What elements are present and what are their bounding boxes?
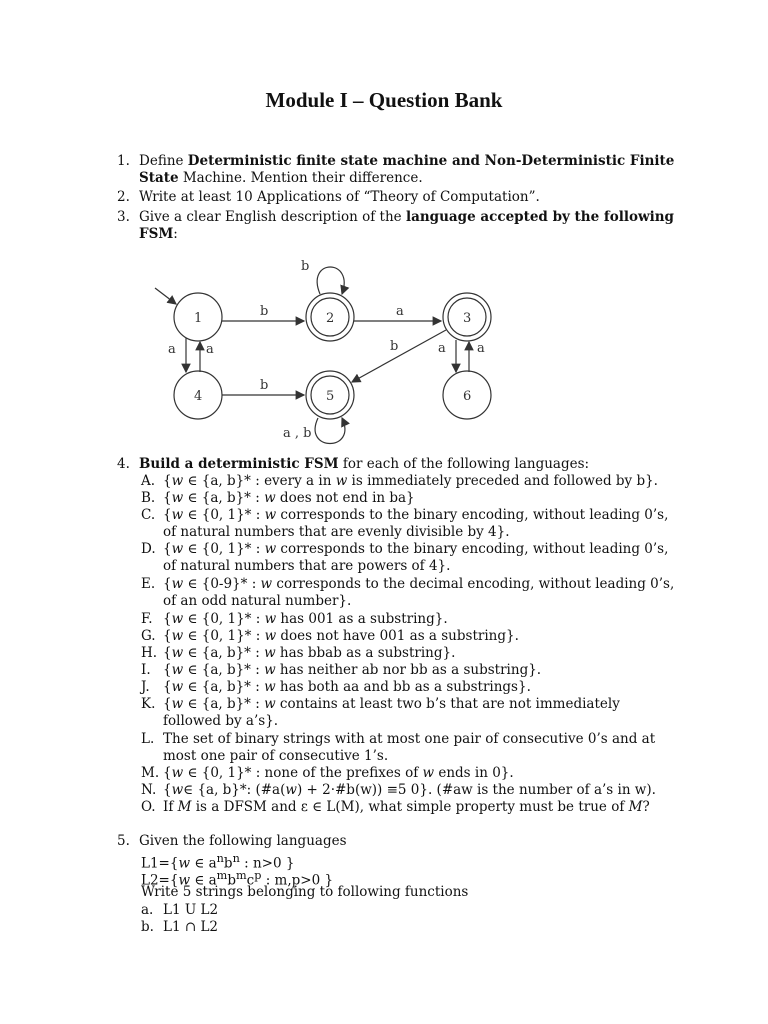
- item-var: w: [171, 782, 184, 798]
- item-var: w: [264, 541, 277, 557]
- item-text: {: [163, 576, 172, 592]
- item-text: {: [163, 765, 172, 781]
- list-item: [141, 765, 681, 782]
- edge-label: a , b: [283, 426, 312, 441]
- question-text: Machine. Mention their difference.: [178, 170, 423, 186]
- item-text: ∈ {a, b}* : every a in: [183, 473, 336, 489]
- list-item: [141, 490, 681, 507]
- lang-text: c: [246, 872, 255, 889]
- edge-label: a: [206, 342, 214, 357]
- item-text: has neither ab nor bb as a substring}.: [275, 662, 542, 678]
- item-var: w: [171, 765, 184, 781]
- item-letter: M.: [141, 765, 160, 781]
- item-text: {: [163, 611, 172, 627]
- lang-sup: m: [216, 869, 228, 882]
- item-letter: b.: [141, 919, 154, 935]
- lang-text: ∈ a: [190, 872, 217, 889]
- start-arrow: [155, 288, 176, 304]
- item-text: {: [163, 645, 172, 661]
- state-label: 6: [463, 389, 472, 404]
- item-text: {: [163, 679, 172, 695]
- edge-label: a: [438, 341, 446, 356]
- item-text: ∈ {a, b}* :: [183, 679, 265, 695]
- item-letter: D.: [141, 541, 156, 557]
- item-text: does not end in ba}: [275, 490, 415, 506]
- list-item: [141, 611, 681, 628]
- list-item: [141, 731, 681, 765]
- item-letter: E.: [141, 576, 156, 592]
- item-letter: A.: [141, 473, 156, 489]
- page-title: Module I – Question Bank: [265, 88, 503, 112]
- edge-label: a: [477, 341, 485, 356]
- question-2: [117, 189, 677, 206]
- edge-label: a: [396, 304, 404, 319]
- item-letter: O.: [141, 799, 156, 815]
- fsm-diagram: [140, 250, 510, 450]
- item-text: ends in 0}.: [434, 765, 514, 781]
- item-text: has both aa and bb as a substrings}.: [275, 679, 531, 695]
- question-text: for each of the following languages:: [338, 456, 590, 472]
- item-var: M: [177, 799, 192, 815]
- edge-label: b: [260, 378, 269, 393]
- item-text: ∈ {0, 1}* :: [183, 507, 265, 523]
- item-var: w: [285, 782, 297, 798]
- item-text: ∈ {0, 1}* :: [183, 628, 265, 644]
- item-text: ∈ {a, b}* :: [183, 645, 265, 661]
- item-letter: a.: [141, 902, 154, 918]
- question-5-instruction: Write 5 strings belonging to following functions: [141, 884, 469, 900]
- item-text: {: [163, 662, 172, 678]
- item-letter: L.: [141, 731, 155, 747]
- item-text: {: [163, 541, 172, 557]
- list-item: [141, 645, 681, 662]
- loop-2: [317, 267, 344, 294]
- list-item: [141, 782, 681, 799]
- item-var: w: [264, 490, 276, 506]
- item-text: corresponds to the binary encoding, without leading 0’s, of natural numbers that are evenly divisible by 4}.: [163, 507, 669, 540]
- item-text: L1 ∩ L2: [163, 919, 219, 935]
- question-number: 2.: [117, 189, 130, 205]
- item-var: w: [171, 645, 184, 661]
- item-text: is immediately preceded and followed by b}.: [347, 473, 658, 489]
- item-text: ) + 2·#b(w)) ≡5 0}. (#aw is the number of a’s in w).: [296, 782, 656, 798]
- item-var: w: [264, 507, 277, 523]
- lang-sup: m: [235, 869, 247, 882]
- item-text: ∈ {a, b}*: (#a(: [183, 782, 286, 798]
- edge-label: a: [168, 342, 176, 357]
- state-label: 1: [194, 311, 203, 326]
- question-bold-text: Build a deterministic FSM: [139, 456, 339, 472]
- item-var: w: [171, 662, 184, 678]
- item-var: w: [264, 628, 277, 644]
- item-text: ?: [642, 799, 650, 815]
- edge-label: b: [301, 259, 310, 274]
- item-text: ∈ {0-9}* :: [183, 576, 261, 592]
- item-letter: N.: [141, 782, 157, 798]
- lang-var: w: [178, 872, 191, 889]
- item-text: ∈ {0, 1}* :: [183, 541, 265, 557]
- question-text: Write at least 10 Applications of “Theory of Computation”.: [139, 189, 540, 205]
- question-bold-text: Deterministic finite state machine and Non-Deterministic Finite State: [139, 153, 675, 186]
- list-item: [141, 628, 681, 645]
- question-number: 5.: [117, 833, 130, 849]
- item-text: ∈ {a, b}* :: [183, 696, 265, 712]
- question-number: 3.: [117, 209, 130, 225]
- item-var: w: [171, 611, 184, 627]
- question-text: Give a clear English description of the: [139, 209, 406, 225]
- item-letter: F.: [141, 611, 153, 627]
- list-item: [141, 473, 681, 490]
- question-3: [117, 209, 677, 243]
- question-1: [117, 153, 677, 187]
- item-var: w: [260, 576, 273, 592]
- item-var: w: [264, 645, 276, 661]
- lang-text: ∈ a: [190, 855, 217, 872]
- question-text: Given the following languages: [139, 833, 347, 849]
- question-text: Define: [139, 153, 188, 169]
- state-label: 5: [326, 389, 335, 404]
- lang-sup: p: [254, 869, 262, 882]
- item-var: w: [171, 576, 184, 592]
- item-letter: I.: [141, 662, 151, 678]
- list-item: [141, 507, 681, 541]
- lang-sup: n: [232, 852, 240, 865]
- item-text: {: [163, 473, 172, 489]
- lang-text: : m,p>0 }: [261, 872, 334, 889]
- lang-text: : n>0 }: [239, 855, 295, 872]
- item-var: w: [171, 507, 184, 523]
- list-item: [141, 919, 681, 936]
- item-text: ∈ {a, b}* :: [183, 662, 265, 678]
- item-var: w: [264, 662, 276, 678]
- lang-text: L1={: [141, 855, 179, 872]
- item-var: w: [171, 473, 184, 489]
- item-letter: J.: [141, 679, 150, 695]
- item-text: has bbab as a substring}.: [275, 645, 456, 661]
- item-text: If: [163, 799, 178, 815]
- item-var: w: [422, 765, 435, 781]
- list-item: [141, 541, 681, 575]
- list-item: [141, 799, 681, 816]
- item-var: w: [264, 611, 277, 627]
- item-text: contains at least two b’s that are not immediately followed by a’s}.: [163, 696, 620, 729]
- item-text: The set of binary strings with at most one pair of consecutive 0’s and at most one pair of consecutive 1’s.: [163, 731, 656, 764]
- list-item: [141, 576, 681, 610]
- item-text: has 001 as a substring}.: [276, 611, 448, 627]
- question-5: [117, 833, 677, 850]
- lang-sup: n: [216, 852, 224, 865]
- question-4: [117, 456, 677, 473]
- question-bold-text: language accepted by the following FSM: [139, 209, 674, 242]
- item-var: w: [171, 679, 184, 695]
- item-letter: C.: [141, 507, 156, 523]
- question-number: 4.: [117, 456, 130, 472]
- edge-label: b: [390, 339, 399, 354]
- state-label: 4: [194, 389, 203, 404]
- item-var: w: [171, 696, 184, 712]
- item-var: w: [264, 679, 276, 695]
- item-var: M: [628, 799, 643, 815]
- item-letter: B.: [141, 490, 156, 506]
- question-text: :: [173, 226, 178, 242]
- item-letter: G.: [141, 628, 156, 644]
- item-text: ∈ {0, 1}* :: [183, 611, 265, 627]
- lang-text: b: [227, 872, 236, 889]
- item-var: w: [171, 490, 184, 506]
- item-text: corresponds to the binary encoding, without leading 0’s, of natural numbers that are powers of 4}.: [163, 541, 669, 574]
- loop-5: [315, 418, 345, 444]
- item-letter: H.: [141, 645, 158, 661]
- item-text: {: [163, 628, 172, 644]
- edge-3-5: [352, 330, 446, 382]
- item-var: w: [171, 541, 184, 557]
- item-text: {: [163, 490, 172, 506]
- item-text: {: [163, 782, 172, 798]
- item-text: is a DFSM and ε ∈ L(M), what simple property must be true of: [191, 799, 629, 815]
- item-var: w: [335, 473, 348, 489]
- lang-text: L2={: [141, 872, 179, 889]
- list-item: [141, 662, 681, 679]
- state-label: 2: [326, 311, 335, 326]
- question-number: 1.: [117, 153, 130, 169]
- item-text: {: [163, 696, 172, 712]
- item-text: L1 U L2: [163, 902, 219, 918]
- item-text: ∈ {a, b}* :: [183, 490, 265, 506]
- item-var: w: [264, 696, 276, 712]
- item-text: corresponds to the decimal encoding, without leading 0’s, of an odd natural number}.: [163, 576, 675, 609]
- item-var: w: [171, 628, 184, 644]
- list-item: [141, 902, 681, 919]
- lang-text: b: [223, 855, 233, 872]
- item-text: ∈ {0, 1}* : none of the prefixes of: [183, 765, 423, 781]
- state-label: 3: [463, 311, 472, 326]
- list-item: [141, 696, 681, 730]
- item-text: {: [163, 507, 172, 523]
- list-item: [141, 679, 681, 696]
- edge-label: b: [260, 304, 269, 319]
- item-letter: K.: [141, 696, 156, 712]
- lang-var: w: [178, 855, 191, 872]
- item-text: does not have 001 as a substring}.: [276, 628, 519, 644]
